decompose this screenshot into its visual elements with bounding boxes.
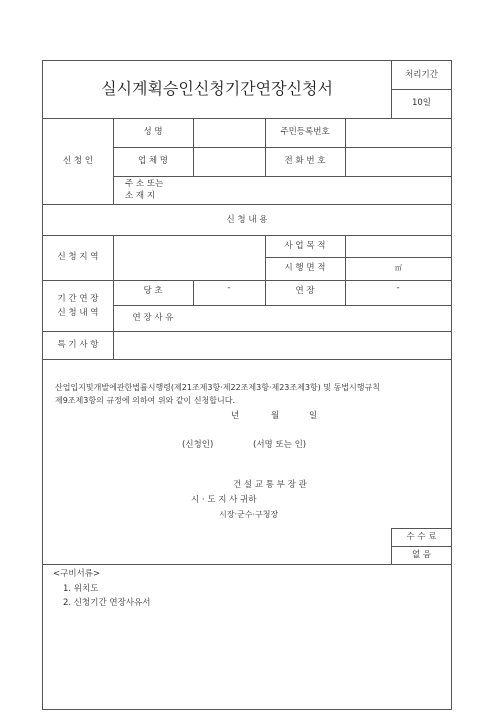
divider	[43, 280, 451, 281]
divider	[391, 89, 452, 90]
processing-period-value: 10일	[411, 98, 432, 108]
application-form	[42, 60, 452, 710]
business-purpose-label: 사 업 목 적	[284, 241, 326, 251]
divider	[113, 147, 451, 148]
applicant-section-label: 신 청 인	[62, 156, 94, 166]
area-unit: ㎡	[395, 264, 402, 272]
form-title: 실시계획승인신청기간연장신청서	[101, 79, 333, 98]
recipient-minister: 건 설 교 통 부 장 관	[233, 480, 307, 490]
divider	[391, 528, 452, 529]
original-dash: -	[227, 283, 231, 293]
extension-request-label-2: 신 청 내 역	[57, 308, 99, 318]
date-year: 년	[231, 411, 240, 421]
divider	[43, 331, 451, 332]
statement-line-1: 산업입지및개발에관한법률시행령(제21조제3항·제22조제3항·제23조제3항) 및 동법시행규칙	[55, 383, 380, 392]
address-label-2: 소 재 지	[125, 191, 156, 201]
extension-dash: -	[396, 283, 400, 293]
phone-label: 전 화 번 호	[284, 156, 326, 166]
divider	[43, 235, 451, 236]
date-month: 월	[271, 411, 280, 421]
resident-number-label: 주민등록번호	[280, 127, 330, 137]
divider	[43, 564, 451, 565]
document-item: 2. 신청기간 연장사유서	[63, 598, 151, 608]
processing-period-label: 처리기간	[405, 70, 438, 80]
divider	[113, 305, 451, 306]
statement-line-2: 제9조제3항의 규정에 의하여 위와 같이 신청합니다.	[55, 396, 235, 405]
recipient-governor: 시 · 도 지 사 귀하	[191, 495, 257, 505]
fee-label: 수 수 료	[406, 532, 437, 542]
document-item: 1. 위치도	[63, 584, 99, 594]
signature-label: (서명 또는 인)	[253, 440, 307, 450]
extension-reason-label: 연 장 사 유	[132, 313, 174, 323]
divider	[113, 235, 114, 359]
company-name-label: 업 체 명	[137, 156, 169, 166]
divider	[113, 176, 451, 177]
area-size-label: 시 행 면 적	[284, 263, 326, 273]
documents-header: <구비서류>	[53, 569, 101, 579]
original-label: 당 초	[143, 286, 163, 296]
request-contents-header: 신 청 내 용	[226, 215, 268, 225]
fee-value: 없 음	[411, 550, 432, 560]
date-day: 일	[309, 411, 318, 421]
divider	[265, 257, 451, 258]
recipient-mayor: 시장·군수·구청장	[219, 510, 279, 519]
name-label: 성 명	[143, 127, 163, 137]
divider	[345, 235, 346, 305]
applicant-sign: (신청인)	[182, 440, 214, 450]
special-notes-label: 특 기 사 항	[57, 340, 99, 350]
divider	[43, 204, 451, 205]
extension-column-label: 연 장	[295, 286, 315, 296]
address-label: 주 소 또는	[125, 179, 164, 189]
divider	[43, 118, 451, 119]
application-area-label: 신 청 지 역	[57, 252, 99, 262]
extension-request-label: 기 간 연 장	[57, 294, 99, 304]
divider	[391, 546, 452, 547]
divider	[43, 359, 451, 360]
